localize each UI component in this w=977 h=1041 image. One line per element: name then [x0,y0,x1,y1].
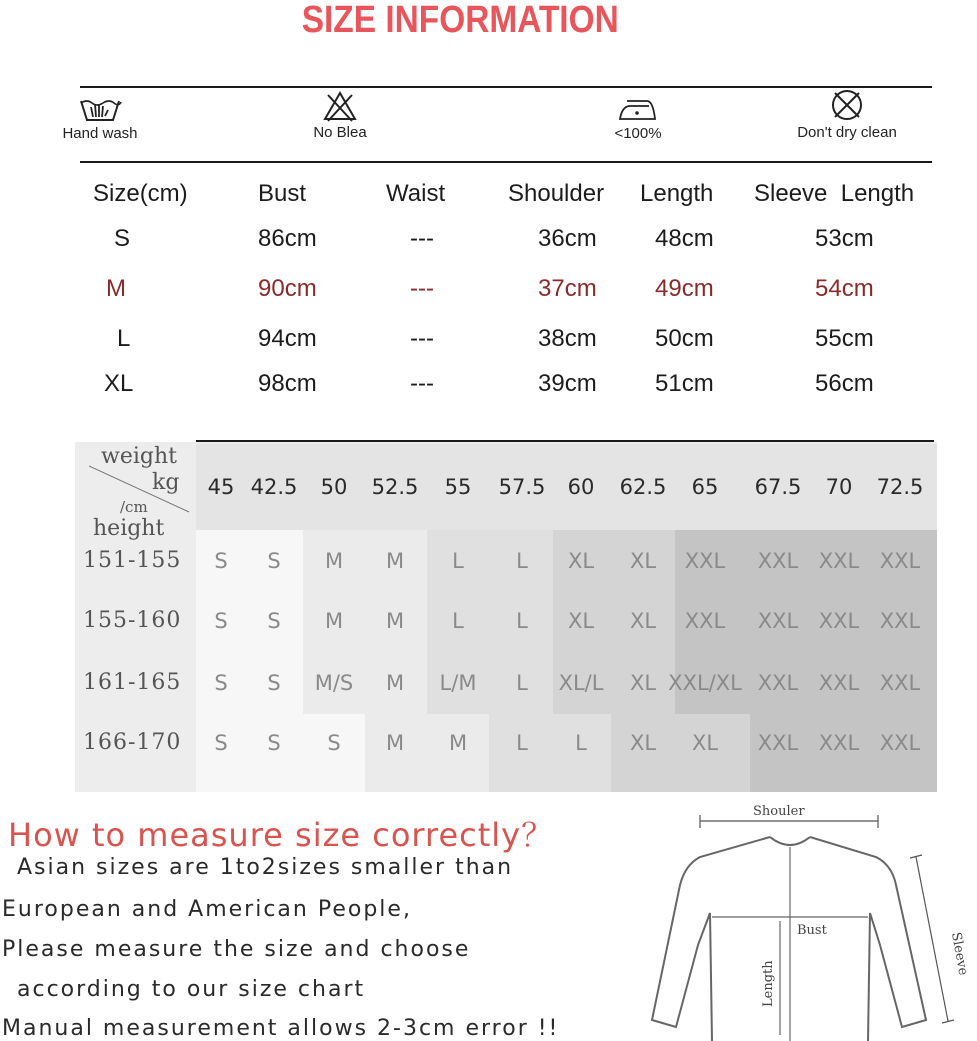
grid-size-cell: M [385,609,405,633]
size-s: S [114,225,131,252]
grid-size-cell: L [452,609,464,633]
grid-size-cell: XXL [879,671,921,695]
size-xl: XL [104,370,134,397]
grid-size-cell: XXL [757,671,799,695]
care-item-hand-wash [50,93,150,142]
grid-size-cell: L [452,549,464,573]
bust-s: 86cm [258,225,317,252]
shoulder-m: 37cm [538,275,597,302]
waist-m: --- [410,275,434,302]
care-item-no-dry-clean [780,88,914,141]
measure-line-1: Asian sizes are 1to2sizes smaller than [8,855,514,880]
grid-size-cell: L [516,731,528,755]
measure-line-2: European and American People, [2,897,412,922]
grid-size-cell: S [214,549,228,573]
grid-size-cell: M [385,731,405,755]
grid-size-cell: XXL/XL [668,671,742,695]
bust-l: 94cm [258,325,317,352]
sleeve-m: 54cm [815,275,874,302]
grid-size-cell: M/S [314,671,354,695]
grid-size-cell: S [267,609,281,633]
corner-cm-label: /cm [120,498,148,516]
grid-size-cell: XXL [818,609,860,633]
iron-icon [615,93,661,123]
grid-size-cell: S [267,731,281,755]
grid-size-cell: XXL [879,549,921,573]
length-xl: 51cm [655,370,714,397]
measure-line-4: according to our size chart [8,977,366,1002]
no-bleach-icon [322,90,358,122]
grid-size-cell: L/M [439,671,477,695]
grid-size-cell: XL [567,609,595,633]
grid-size-cell: L [516,549,528,573]
corner-weight-label: weight [101,444,177,469]
header-sleeve-length: Sleeve Length [754,180,915,207]
shoulder-l: 38cm [538,325,597,352]
header-bust: Bust [258,180,307,207]
grid-size-cell: XL [629,549,657,573]
weight-header-4: 55 [444,475,472,499]
weight-header-7: 62.5 [619,475,667,499]
grid-size-cell: S [267,671,281,695]
sleeve-l: 55cm [815,325,874,352]
page-title: SIZE INFORMATION [301,0,619,41]
grid-size-cell: XL [691,731,719,755]
waist-s: --- [410,225,434,252]
grid-size-cell: S [214,731,228,755]
height-label-2: 161-165 [83,670,182,695]
measure-line-5: Manual measurement allows 2-3cm error !! [2,1016,560,1041]
grid-size-cell: XXL [757,549,799,573]
length-l: 50cm [655,325,714,352]
grid-size-cell: XXL [818,731,860,755]
care-item-iron [588,93,688,142]
grid-size-cell: XXL [757,731,799,755]
grid-size-cell: S [214,671,228,695]
header-length: Length [640,180,714,207]
weight-header-6: 60 [567,475,595,499]
grid-size-cell: XL/L [558,671,604,695]
grid-size-cell: L [516,671,528,695]
bust-m: 90cm [258,275,317,302]
corner-kg-label: kg [152,470,180,495]
shoulder-xl: 39cm [538,370,597,397]
weight-header-9: 67.5 [754,475,802,499]
weight-header-2: 50 [320,475,348,499]
hand-wash-icon [77,93,123,123]
height-label-1: 155-160 [83,608,182,633]
height-label-0: 151-155 [83,548,182,573]
grid-size-cell: L [516,609,528,633]
height-label-3: 166-170 [83,730,182,755]
waist-xl: --- [410,370,434,397]
diagram-label-bust: Bust [797,923,827,938]
grid-size-cell: XXL [818,671,860,695]
weight-header-8: 65 [691,475,719,499]
care-label-no-bleach: No Blea [313,124,367,141]
measure-line-3: Please measure the size and choose [2,937,471,962]
grid-size-cell: XL [629,671,657,695]
grid-size-cell: S [214,609,228,633]
grid-size-cell: XL [629,609,657,633]
bust-xl: 98cm [258,370,317,397]
weight-header-1: 42.5 [250,475,298,499]
diagram-label-sleeve: Sleeve [948,931,971,977]
length-s: 48cm [655,225,714,252]
weight-header-3: 52.5 [371,475,419,499]
weight-header-5: 57.5 [498,475,546,499]
diagram-label-shoulder: Shouler [753,804,805,819]
diagram-label-length: Length [761,960,776,1007]
grid-size-cell: XXL [818,549,860,573]
size-l: L [117,325,131,352]
care-label-no-dry-clean: Don't dry clean [797,124,897,141]
shoulder-s: 36cm [538,225,597,252]
grid-size-cell: M [448,731,468,755]
measure-heading: How to measure size correctly？ [8,816,555,854]
no-dry-clean-icon [829,88,865,122]
weight-header-10: 70 [825,475,853,499]
care-label-iron: <100% [614,125,662,142]
waist-l: --- [410,325,434,352]
length-m: 49cm [655,275,714,302]
grid-size-cell: XL [567,549,595,573]
weight-header-0: 45 [207,475,235,499]
care-label-hand-wash: Hand wash [62,125,138,142]
grid-size-cell: M [324,609,344,633]
sleeve-s: 53cm [815,225,874,252]
grid-size-cell: M [385,671,405,695]
sleeve-xl: 56cm [815,370,874,397]
header-shoulder: Shoulder [508,180,605,207]
grid-size-cell: XXL [757,609,799,633]
grid-size-cell: XXL [879,609,921,633]
grid-size-cell: M [324,549,344,573]
grid-size-cell: XL [629,731,657,755]
grid-size-cell: S [327,731,341,755]
grid-size-cell: XXL [684,609,726,633]
weight-height-grid [75,442,937,792]
grid-size-cell: M [385,549,405,573]
grid-size-cell: XXL [684,549,726,573]
grid-size-cell: XXL [879,731,921,755]
care-item-no-bleach [290,90,390,141]
size-m: M [106,275,126,302]
grid-size-cell: L [575,731,587,755]
corner-height-label: height [93,516,165,541]
grid-size-cell: S [267,549,281,573]
header-waist: Waist [386,180,446,207]
care-bottom-rule [80,161,932,163]
header-size: Size(cm) [93,180,188,207]
jacket-measure-diagram [630,795,975,1041]
weight-header-11: 72.5 [876,475,924,499]
